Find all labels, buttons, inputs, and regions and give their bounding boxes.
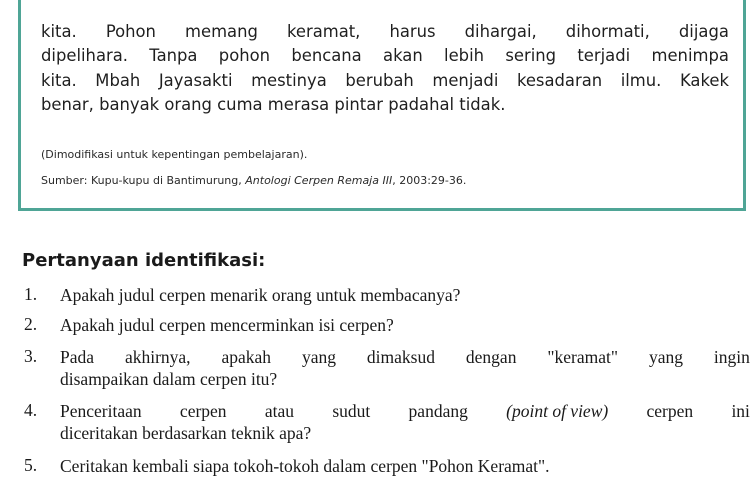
excerpt-line-4: benar, banyak orang cuma merasa pintar padahal tidak. xyxy=(41,95,506,115)
question-text xyxy=(60,346,750,390)
excerpt-word: lebih xyxy=(444,46,485,66)
question-word: akhirnya, xyxy=(124,347,191,367)
excerpt-word: kesadaran xyxy=(516,70,603,90)
excerpt-word: kita. xyxy=(41,22,77,41)
question-word: sudut xyxy=(332,401,371,421)
question-word: "keramat" xyxy=(547,347,619,367)
excerpt-word: Jayasakti xyxy=(158,70,233,90)
story-excerpt-text xyxy=(41,20,729,118)
question-text xyxy=(60,314,750,336)
question-word: pandang xyxy=(408,401,468,421)
question-number: 5. xyxy=(24,455,38,475)
excerpt-word: dihormati, xyxy=(565,22,650,41)
question-line: Apakah judul cerpen mencerminkan isi cerpen? xyxy=(60,315,394,335)
story-excerpt-box xyxy=(18,0,746,211)
excerpt-word: mestinya xyxy=(251,70,327,90)
source-suffix: , 2003:29-36. xyxy=(392,174,467,187)
question-word: Penceritaan xyxy=(60,401,142,421)
question-word: cerpen xyxy=(179,401,227,421)
question-word: yang xyxy=(301,347,336,367)
excerpt-word: dijaga xyxy=(678,22,729,41)
question-number: 3. xyxy=(24,346,38,366)
question-italic-term: (point of view) xyxy=(506,401,609,421)
question-number: 2. xyxy=(24,314,38,334)
question-number: 1. xyxy=(24,284,38,304)
question-word: cerpen xyxy=(646,401,694,421)
excerpt-word: Mbah xyxy=(95,70,141,90)
excerpt-word: Tanpa xyxy=(149,46,198,66)
excerpt-word: dipelihara. xyxy=(41,46,128,66)
excerpt-word: menimpa xyxy=(651,46,729,66)
excerpt-word: terjadi xyxy=(577,46,631,66)
excerpt-word: ilmu. xyxy=(620,70,662,90)
excerpt-word: Pohon xyxy=(105,22,156,41)
question-word: dengan xyxy=(465,347,517,367)
source-anthology-title: Antologi Cerpen Remaja III xyxy=(245,174,393,187)
excerpt-line-2 xyxy=(41,44,729,68)
source-prefix: Sumber: Kupu-kupu di Bantimurung, xyxy=(41,174,246,187)
modification-note: (Dimodifikasi untuk kepentingan pembelajaran). xyxy=(41,148,308,161)
question-text xyxy=(60,455,750,477)
excerpt-word: bencana xyxy=(291,46,362,66)
excerpt-word: Kakek xyxy=(679,70,729,90)
question-text xyxy=(60,400,750,444)
question-line xyxy=(60,346,750,368)
question-line: disampaikan dalam cerpen itu? xyxy=(60,369,278,389)
question-word: atau xyxy=(264,401,295,421)
excerpt-word: memang xyxy=(185,22,258,41)
excerpt-word: pohon xyxy=(218,46,271,66)
excerpt-line-1 xyxy=(41,20,729,44)
question-line: diceritakan berdasarkan teknik apa? xyxy=(60,423,312,443)
excerpt-word: berubah xyxy=(345,70,414,90)
question-word: dimaksud xyxy=(366,347,435,367)
question-word: Pada xyxy=(60,347,95,367)
excerpt-word: menjadi xyxy=(432,70,499,90)
question-word: yang xyxy=(648,347,683,367)
question-text xyxy=(60,284,750,306)
excerpt-word: sering xyxy=(505,46,557,66)
question-word: ini xyxy=(731,401,750,421)
excerpt-line-3 xyxy=(41,69,729,93)
excerpt-word: dihargai, xyxy=(464,22,537,41)
excerpt-word: kita. xyxy=(41,70,77,90)
question-line xyxy=(60,400,750,422)
question-word: apakah xyxy=(221,347,272,367)
excerpt-word: harus xyxy=(389,22,436,41)
question-line: Apakah judul cerpen menarik orang untuk membacanya? xyxy=(60,285,461,305)
excerpt-word: keramat, xyxy=(286,22,361,41)
section-title: Pertanyaan identifikasi: xyxy=(22,250,266,271)
question-line: Ceritakan kembali siapa tokoh-tokoh dalam cerpen "Pohon Keramat". xyxy=(60,456,550,476)
source-citation xyxy=(41,174,466,187)
question-word: ingin xyxy=(713,347,750,367)
question-number: 4. xyxy=(24,400,38,420)
excerpt-word: akan xyxy=(383,46,423,66)
